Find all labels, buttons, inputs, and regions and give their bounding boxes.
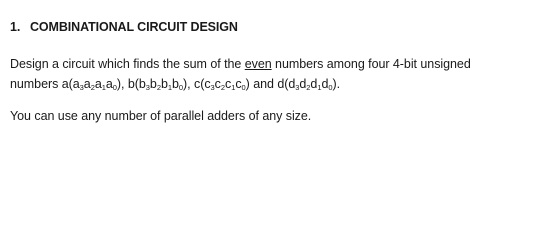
operand-b: $b(b_3b_2b_1b_0)$ <box>127 77 188 92</box>
problem-statement <box>10 54 471 94</box>
problem-line-1 <box>10 54 471 74</box>
section-number: 1. <box>10 20 21 34</box>
section-heading <box>10 20 238 34</box>
section-title: COMBINATIONAL CIRCUIT DESIGN <box>30 20 238 34</box>
operand-d: $d(d_3d_2d_1d_0)$ <box>277 77 337 92</box>
operand-c: $c(c_3c_2c_1c_0)$ <box>194 77 250 92</box>
line1-text-before: Design a circuit which finds the sum of the <box>10 57 245 71</box>
underlined-word-even: even <box>244 57 272 71</box>
line2-prefix: numbers <box>10 77 62 91</box>
line1-text-after: numbers among four 4-bit unsigned <box>271 57 471 71</box>
operand-a: $a(a_3a_2a_1a_0)$ <box>61 77 121 92</box>
allowed-components-note: You can use any number of parallel adders of any size. <box>10 109 312 123</box>
problem-line-2: numbers $a(a_3a_2a_1a_0)$, $b(b_3b_2b_1b_0)$, $c(c_3c_2c_1c_0)$ and $d(d_3d_2d_1d_0)$. <box>10 77 341 92</box>
